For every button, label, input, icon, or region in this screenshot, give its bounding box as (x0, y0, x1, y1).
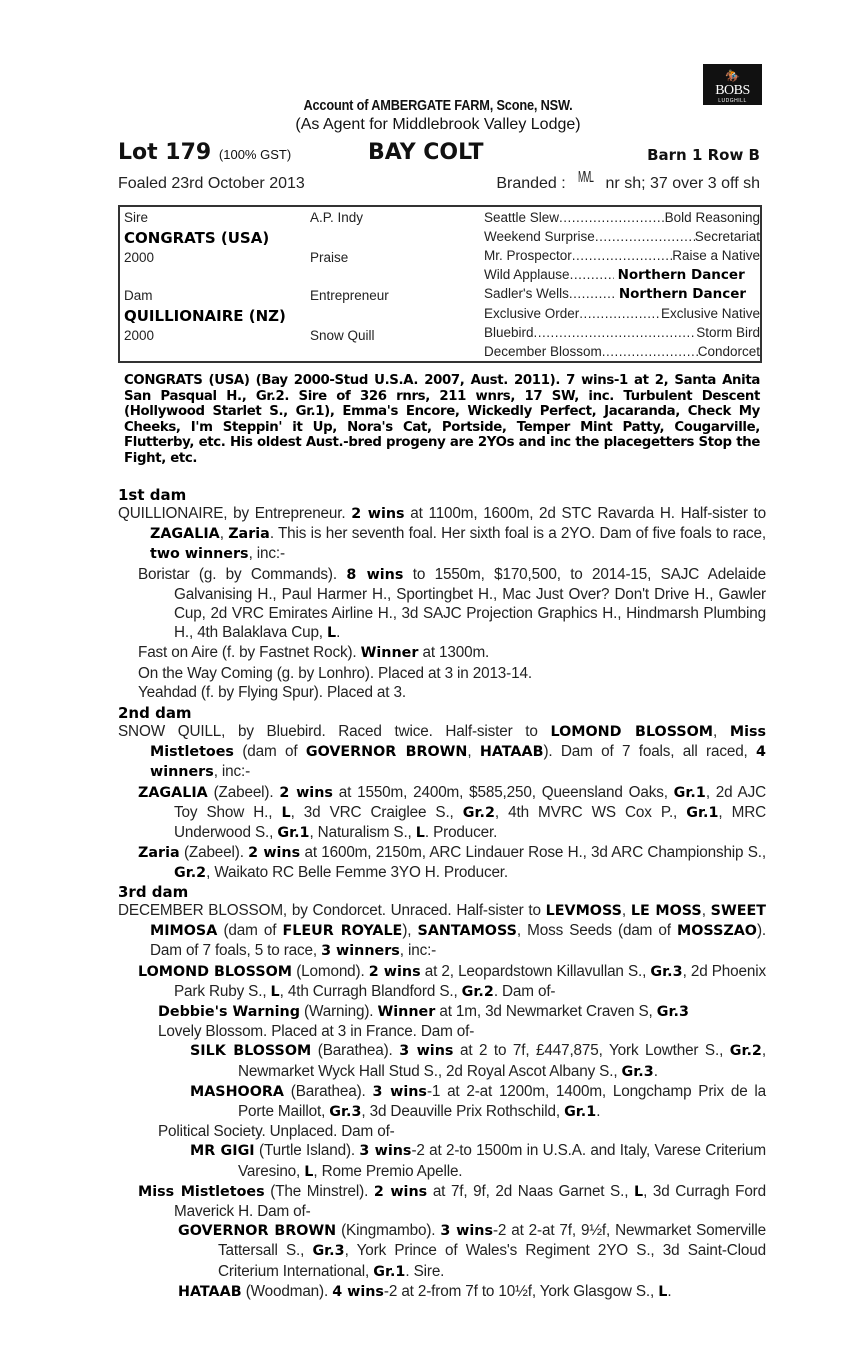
ggp-dam: Northern Dancer (617, 267, 745, 283)
pedigree-paragraph: Debbie's Warning (Warning). Winner at 1m, 3d Newmarket Craven S, Gr.3 (158, 1003, 689, 1021)
horse-rider-icon: 🏇 (725, 69, 740, 83)
dam-name: QUILLIONAIRE (NZ) (124, 307, 286, 325)
ggp-dam: Raise a Native (672, 248, 760, 263)
dam-year: 2000 (124, 328, 155, 343)
dam-label: Dam (124, 288, 153, 303)
pedigree-paragraph: Lovely Blossom. Placed at 3 in France. Dam of- (158, 1023, 475, 1041)
branded-label: Branded : (496, 175, 566, 192)
vendor-account: Account of AMBERGATE FARM, Scone, NSW. (303, 97, 573, 114)
pedigree-paragraph: MASHOORA (Barathea). 3 wins-1 at 2-at 1200m, 1400m, Longchamp Prix de la Porte Maillot, Gr.3, 3d Deauville Prix Rothschild, Gr.1. (190, 1082, 766, 1121)
foaled-date: Foaled 23rd October 2013 (118, 175, 305, 192)
ggp-row (484, 210, 760, 225)
sire-name: CONGRATS (USA) (124, 229, 270, 247)
sire-summary: CONGRATS (USA) (Bay 2000-Stud U.S.A. 2007, Aust. 2011). 7 wins-1 at 2, Santa Anita San Pasqual H., Gr.2. Sire of 326 rnrs, 211 wnrs, 17 SW, inc. Turbulent Descent (Hollywood Starlet S., Gr.1), Emma's Encore, Wickedly Perfect, Jacaranda, Check My Cheeks, I'm Steppin' it Up, Nora's Cat, Portside, Temper Mint Patty, Cougarville, Flutterby, etc. His oldest Aust.-bred progeny are 2YOs and inc the placegetters Stop the Fight, etc. (124, 373, 760, 466)
pedigree-paragraph: ZAGALIA (Zabeel). 2 wins at 1550m, 2400m, $585,250, Queensland Oaks, Gr.1, 2d AJC Toy Show H., L, 3d VRC Craiglee S., Gr.2, 4th MVRC WS Cox P., Gr.1, MRC Underwood S., Gr.1, Naturalism S., L. Producer. (138, 783, 766, 842)
ggp-sire: Bluebird (484, 325, 534, 340)
pedigree-paragraph: SILK BLOSSOM (Barathea). 3 wins at 2 to 7f, £447,875, York Lowther S., Gr.2, Newmarket Wyck Hall Stud S., 2d Royal Ascot Albany S., Gr.3. (190, 1042, 766, 1080)
pedigree-paragraph: Fast on Aire (f. by Fastnet Rock). Winner at 1300m. (138, 644, 490, 662)
brand-mark: MVL (578, 169, 594, 186)
ggp-row (484, 286, 760, 302)
pedigree-paragraph: GOVERNOR BROWN (Kingmambo). 3 wins-2 at 2-at 7f, 9½f, Newmarket Somerville Tattersall S., Gr.3, York Prince of Wales's Regiment 2YO S., 3d Saint-Cloud Criterium International, Gr.1. Sire. (178, 1222, 766, 1280)
section-title: 1st dam (118, 486, 187, 504)
lot-number (118, 140, 291, 165)
dam-sire: Entrepreneur (310, 288, 389, 303)
leader-dots (569, 286, 615, 302)
ggp-dam: Storm Bird (696, 325, 760, 340)
third-dam-section (118, 883, 766, 1302)
leader-dots (595, 229, 695, 244)
ggp-dam: Condorcet (697, 344, 760, 359)
ggp-dam: Bold Reasoning (664, 210, 760, 225)
pedigree-paragraph: LOMOND BLOSSOM (Lomond). 2 wins at 2, Leopardstown Killavullan S., Gr.3, 2d Phoenix Park Ruby S., L, 4th Curragh Blandford S., Gr.2. Dam of- (138, 962, 766, 1000)
leader-dots (559, 210, 665, 225)
ggp-dam: Exclusive Native (660, 306, 760, 321)
ggp-row (484, 325, 760, 340)
pedigree-paragraph: Zaria (Zabeel). 2 wins at 1600m, 2150m, ARC Lindauer Rose H., 3d ARC Championship S., Gr.2, Waikato RC Belle Femme 3YO H. Producer. (138, 844, 766, 882)
dam-dam: Snow Quill (310, 328, 375, 343)
pedigree-paragraph: Yeahdad (f. by Flying Spur). Placed at 3. (138, 683, 406, 701)
pedigree-paragraph: Boristar (g. by Commands). 8 wins to 1550m, $170,500, to 2014-15, SAJC Adelaide Galvanising H., Paul Harmer H., Sportingbet H., Mac Just Over? Don't Drive H., Gawler Cup, 2d VRC Emirates Airline H., 3d SAJC Projection Graphics H., Hindmarsh Plumbing H., 4th Balaklava Cup, L. (138, 565, 766, 642)
gst-note: (100% GST) (218, 147, 292, 162)
ggp-row (484, 267, 760, 283)
logo-subtext: LUDGHILL (718, 98, 747, 104)
leader-dots (570, 267, 614, 283)
section-body (118, 504, 766, 702)
pedigree-paragraph: On the Way Coming (g. by Lonhro). Placed at 3 in 2013-14. (138, 664, 532, 682)
lot-header (118, 140, 766, 166)
horse-description: BAY COLT (368, 140, 484, 165)
ggp-sire: Wild Applause (484, 267, 570, 282)
lot-label: Lot 179 (118, 140, 212, 165)
ggp-row (484, 306, 760, 321)
ggp-sire: Exclusive Order (484, 306, 580, 321)
section-title: 3rd dam (118, 883, 189, 901)
ggp-sire: Weekend Surprise (484, 229, 595, 244)
ggp-row (484, 229, 760, 244)
pedigree-paragraph: Miss Mistletoes (The Minstrel). 2 wins at 7f, 9f, 2d Naas Garnet S., L, 3d Curragh Ford Maverick H. Dam of- (138, 1182, 766, 1221)
pedigree-paragraph: DECEMBER BLOSSOM, by Condorcet. Unraced. Half-sister to LEVMOSS, LE MOSS, SWEET MIMOSA (dam of FLEUR ROYALE), SANTAMOSS, Moss Seeds (dam of MOSSZAO). Dam of 7 foals, 5 to race, 3 winners, inc:- (118, 902, 767, 960)
ggp-sire: Mr. Prospector (484, 248, 572, 263)
sales-logo (703, 64, 762, 105)
ggp-row (484, 248, 760, 263)
pedigree-paragraph: Political Society. Unplaced. Dam of- (158, 1123, 395, 1141)
sire-sire: A.P. Indy (310, 210, 364, 225)
section-body (118, 901, 766, 1302)
barn-location: Barn 1 Row B (647, 146, 760, 164)
pedigree-paragraph: SNOW QUILL, by Bluebird. Raced twice. Half-sister to LOMOND BLOSSOM, Miss Mistletoes (dam of GOVERNOR BROWN, HATAAB). Dam of 7 foals, all raced, 4 winners, inc:- (118, 723, 767, 781)
pedigree-table (118, 205, 762, 363)
sire-label: Sire (124, 210, 149, 225)
brand-detail: nr sh; 37 over 3 off sh (605, 175, 760, 192)
ggp-row (484, 344, 760, 359)
ggp-sire: Sadler's Wells (484, 286, 569, 301)
ggp-dam: Secretariat (694, 229, 760, 244)
pedigree-paragraph: HATAAB (Woodman). 4 wins-2 at 2-from 7f to 10½f, York Glasgow S., L. (178, 1282, 672, 1300)
leader-dots (602, 344, 698, 359)
sire-dam: Praise (310, 250, 349, 265)
section-body (118, 722, 766, 884)
vendor-agent: (As Agent for Middlebrook Valley Lodge) (295, 116, 581, 133)
sire-year: 2000 (124, 250, 155, 265)
ggp-sire: December Blossom (484, 344, 602, 359)
leader-dots (572, 248, 672, 263)
leader-dots (534, 325, 697, 340)
ggp-sire: Seattle Slew (484, 210, 560, 225)
leader-dots (579, 306, 661, 321)
logo-text: BOBS (715, 83, 750, 98)
first-dam-section (118, 486, 766, 702)
section-title: 2nd dam (118, 704, 192, 722)
ggp-dam: Northern Dancer (618, 286, 747, 302)
pedigree-paragraph: QUILLIONAIRE, by Entrepreneur. 2 wins at 1100m, 1600m, 2d STC Ravarda H. Half-sister to ZAGALIA, Zaria. This is her seventh foal. Her sixth foal is a 2YO. Dam of five foals to race, two winners, inc:- (118, 505, 767, 563)
brand-info (496, 169, 760, 193)
pedigree-paragraph: MR GIGI (Turtle Island). 3 wins-2 at 2-to 1500m in U.S.A. and Italy, Varese Criterium Varesino, L, Rome Premio Apelle. (190, 1142, 766, 1180)
second-dam-section (118, 704, 766, 884)
